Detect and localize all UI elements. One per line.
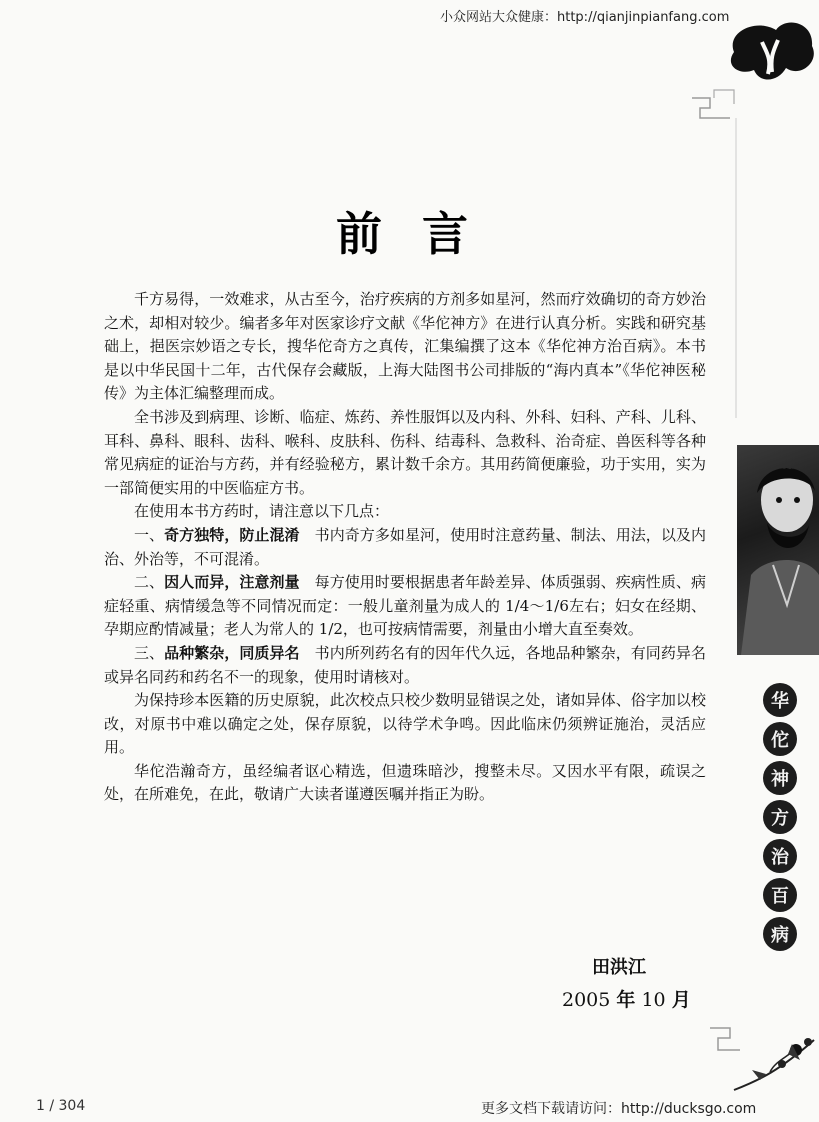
paragraph-intro: 千方易得，一效难求，从古至今，治疗疾病的方剂多如星河，然而疗效确切的奇方妙治之术，却相对较少。编者多年对医家诊疗文献《华佗神方》在进行认真分析。实践和研究基础上，挹医宗妙语之专长，搜华佗奇方之真传，汇集编撰了这本《华佗神方治百病》。本书是以中华民国十二年，古代保存会藏版，上海大陆图书公司排版的“海内真本”《华佗神医秘传》为主体汇编整理而成。	[104, 290, 706, 403]
portrait-illustration	[737, 445, 819, 655]
author-name: 田洪江	[592, 957, 646, 978]
watermark-url[interactable]: 小众网站大众健康：http://qianjinpianfang.com	[440, 10, 730, 25]
side-title-char: 百	[763, 878, 797, 912]
flower-branch-icon	[730, 1030, 819, 1094]
page-title: 前言	[336, 207, 508, 261]
side-title-char: 神	[763, 761, 797, 795]
side-title-char: 病	[763, 917, 797, 951]
hua-tuo-portrait-icon	[737, 445, 819, 655]
preface-body	[104, 288, 706, 807]
page-counter: 1 / 304	[36, 1098, 86, 1114]
download-url[interactable]: 更多文档下载请访问：http://ducksgo.com	[481, 1101, 757, 1117]
note-2-heading: 因人而异，注意剂量	[164, 573, 300, 592]
paragraph-scope: 全书涉及到病理、诊断、临症、炼药、养性服饵以及内科、外科、妇科、产科、儿科、耳科、鼻科、眼科、齿科、喉科、皮肤科、伤科、结毒科、急救科、治奇症、兽医科等各种常见病症的证治与方药，并有经验秘方，累计数千余方。其用药简便廉验，功于实用，实为一部简便实用的中医临症方书。	[104, 407, 706, 497]
note-1-heading: 奇方独特，防止混淆	[164, 525, 300, 544]
note-3-heading: 品种繁杂，同质异名	[164, 643, 300, 662]
paragraph-notes-lead: 在使用本书方药时，请注意以下几点：	[134, 502, 390, 521]
paragraph-note-1: 一、奇方独特，防止混淆 书内奇方多如星河，使用时注意药量、制法、用法，以及内治、外治等，不可混淆。	[104, 525, 706, 568]
side-title-char: 华	[763, 683, 797, 717]
side-title-char: 佗	[763, 722, 797, 756]
paragraph-editing: 为保持珍本医籍的历史原貌，此次校点只校少数明显错误之处，诸如异体、俗字加以校改，对原书中难以确定之处，保存原貌，以待学术争鸣。因此临床仍须辨证施治，灵活应用。	[104, 691, 706, 757]
side-book-title	[760, 683, 800, 951]
side-title-char: 方	[763, 800, 797, 834]
cloud-scroll-icon	[716, 12, 819, 90]
signature-date: 2005 年 10 月	[562, 989, 691, 1011]
paragraph-closing: 华佗浩瀚奇方，虽经编者讴心精选，但遗珠暗沙，搜整未尽。又因水平有限，疏误之处，在所难免，在此，敬请广大读者谨遵医嘱并指正为盼。	[104, 761, 706, 804]
paragraph-note-3: 三、品种繁杂，同质异名 书内所列药名有的因年代久远，各地品种繁杂，有同药异名或异名同药和药名不一的现象，使用时请核对。	[104, 643, 706, 686]
side-title-char: 治	[763, 839, 797, 873]
paragraph-note-2: 二、因人而异，注意剂量 每方使用时要根据患者年龄差异、体质强弱、疾病性质、病症轻重、病情缓急等不同情况而定：一般儿童剂量为成人的 1/4～1/6左右；妇女在经期、孕期应酌情减量；老人为常人的 1/2，也可按病情需要，剂量由小增大直至奏效。	[104, 573, 706, 639]
